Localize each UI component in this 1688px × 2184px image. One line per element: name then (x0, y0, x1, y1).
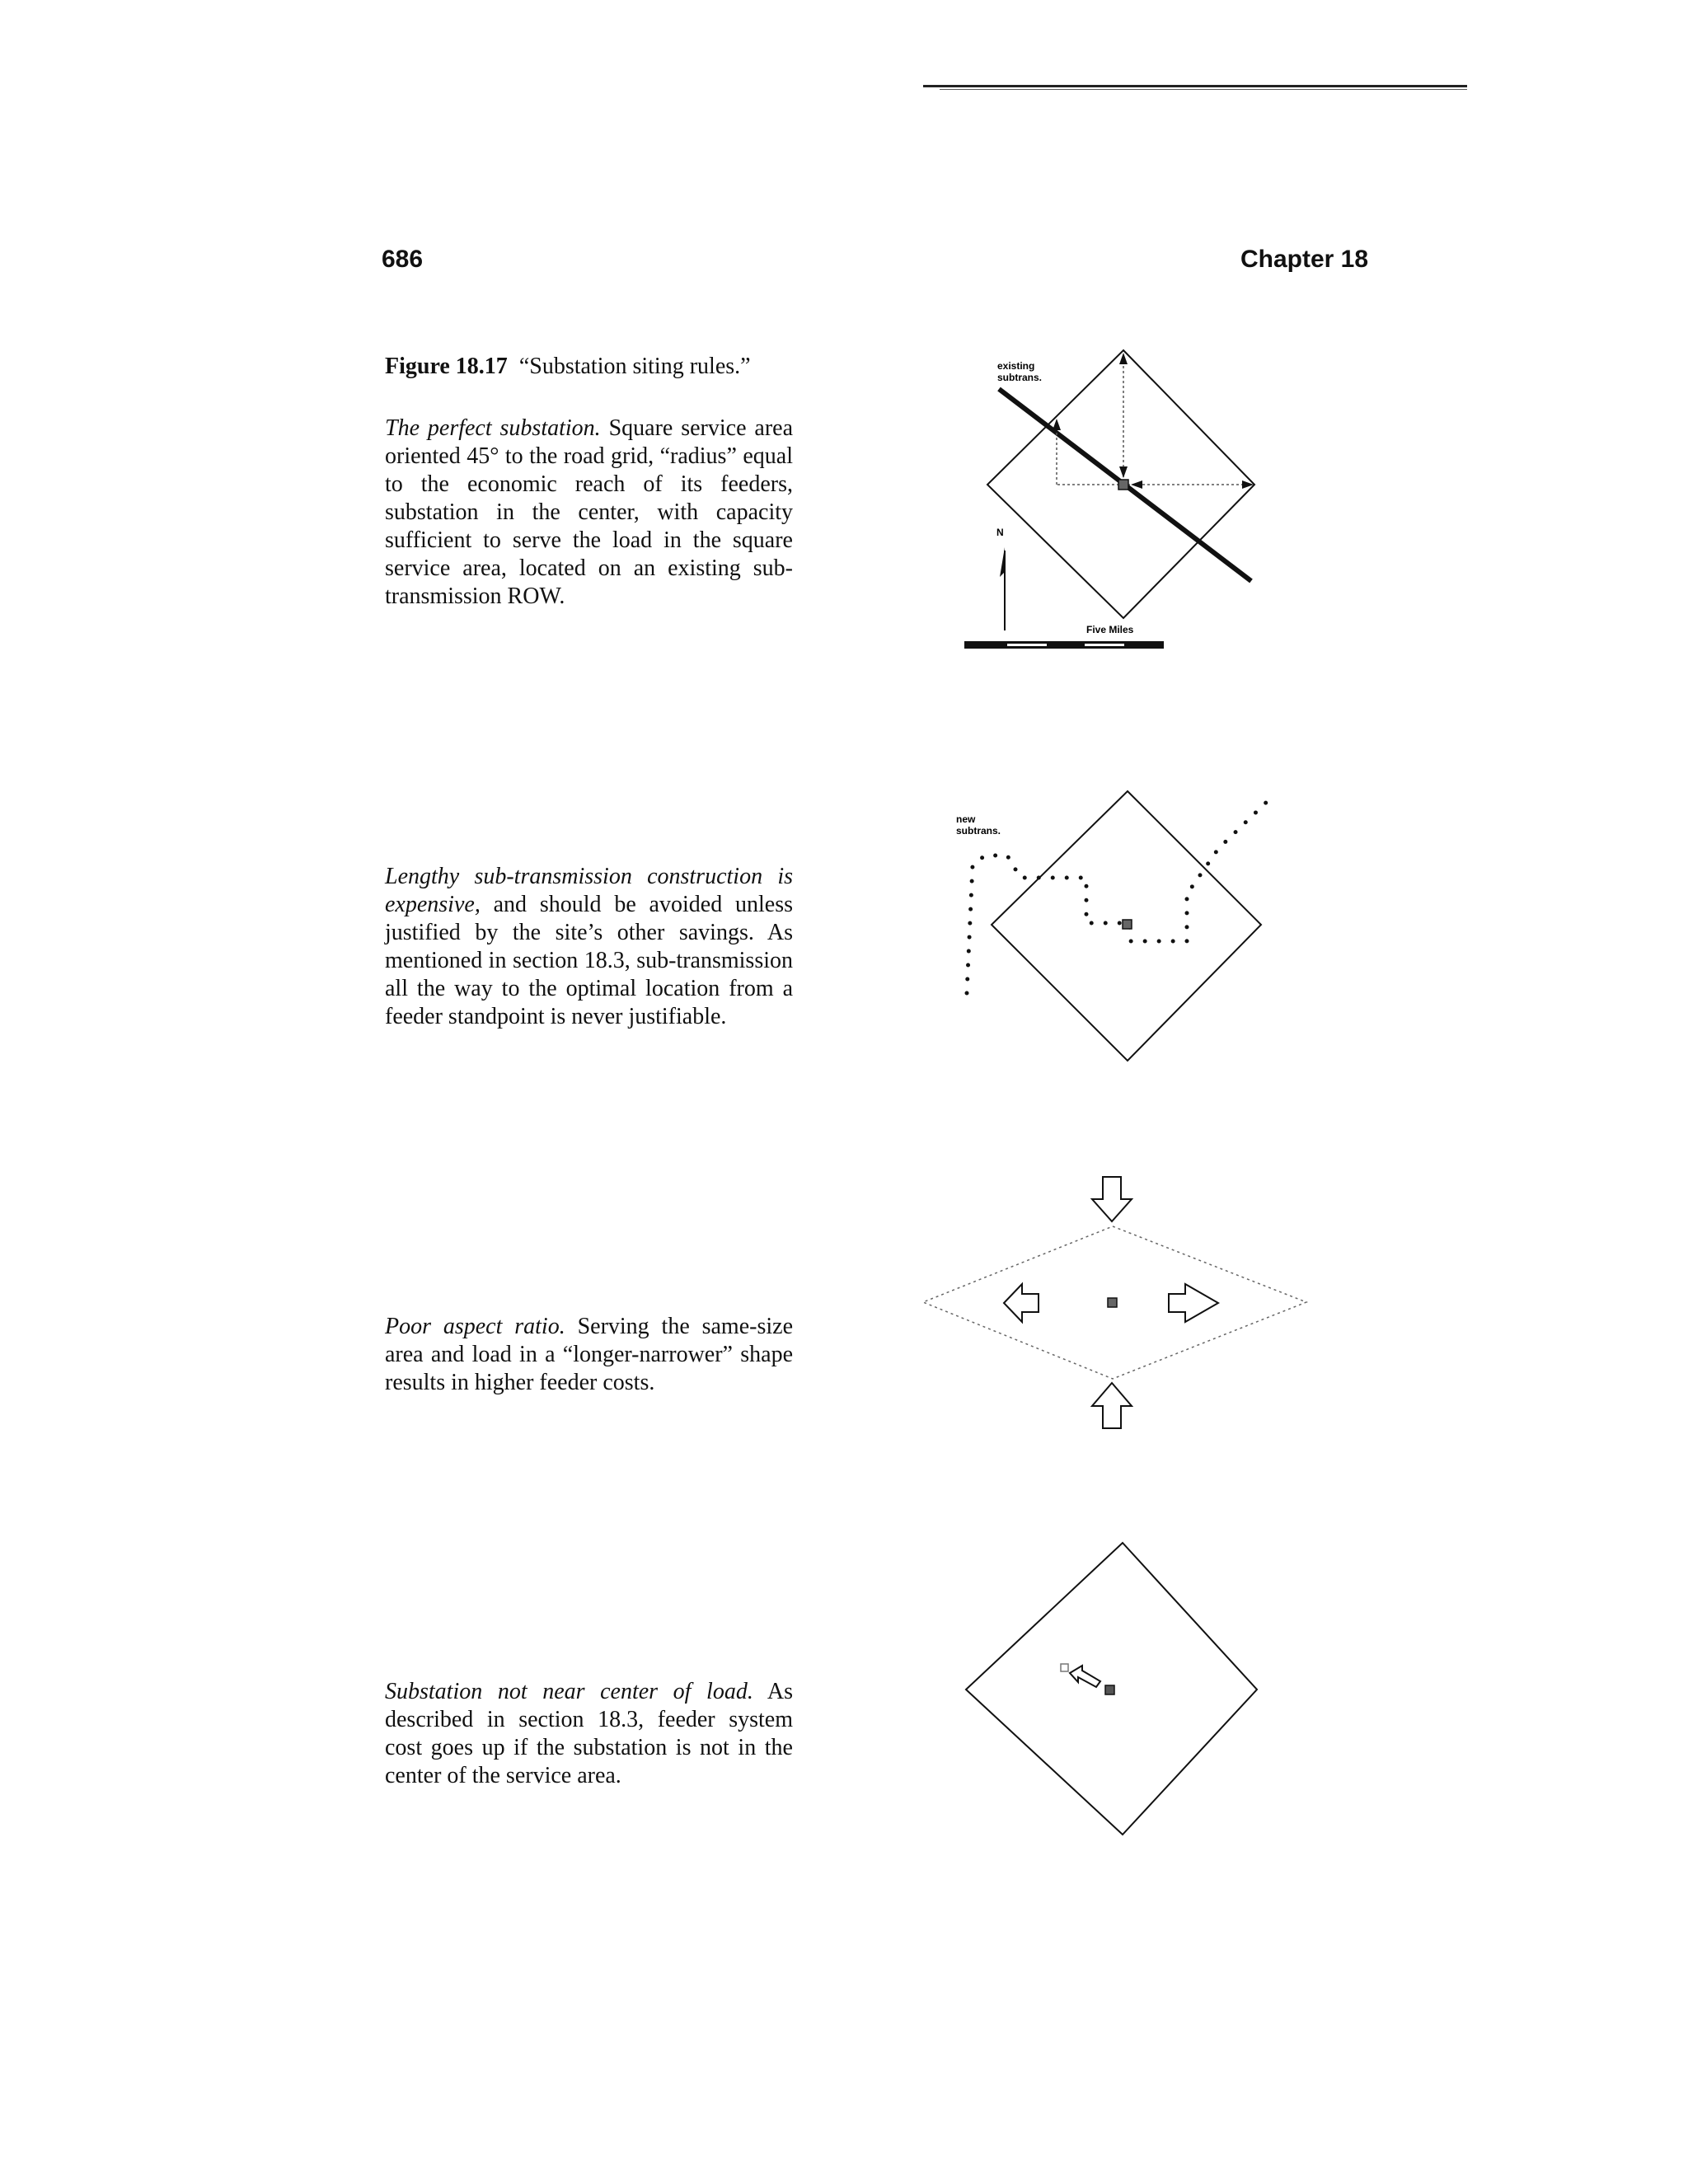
section-lead: Substation not near center of load. (385, 1679, 753, 1704)
page-number: 686 (382, 246, 424, 273)
arrowhead-center-left (1131, 480, 1142, 489)
figure-label: Figure 18.17 (385, 354, 508, 379)
scale-bar-gap-1 (1007, 644, 1047, 646)
scale-bar (964, 641, 1164, 649)
move-arrow-icon (1070, 1666, 1100, 1687)
scale-label: Five Miles (1086, 624, 1134, 635)
arrowhead-north (1119, 353, 1128, 364)
stretch-arrow-right-icon (1169, 1284, 1218, 1322)
section-not-near-center (385, 1678, 793, 1790)
header-rule (923, 85, 1467, 87)
figure-lengthy-subtransmission (948, 783, 1294, 1080)
arrowhead-center-down (1119, 466, 1128, 478)
new-subtrans-label-1: new (956, 813, 976, 825)
optimal-location-marker (1061, 1664, 1068, 1671)
figure-perfect-substation (956, 338, 1302, 668)
substation-marker (1105, 1685, 1114, 1694)
substation-marker (1108, 1298, 1117, 1307)
new-subtransmission-route (967, 798, 1271, 993)
figure-caption (385, 353, 793, 381)
section-lengthy-subtransmission (385, 863, 793, 1031)
section-perfect-substation (385, 415, 793, 611)
existing-subtrans-label-2: subtrans. (997, 372, 1043, 383)
section-poor-aspect-ratio (385, 1313, 793, 1397)
stretch-arrow-left-icon (1004, 1284, 1039, 1322)
section-lead: The perfect substation. (385, 415, 601, 441)
north-label: N (996, 527, 1004, 538)
figure-not-near-center (956, 1533, 1286, 1846)
substation-marker (1123, 920, 1132, 929)
scale-bar-gap-2 (1085, 644, 1124, 646)
existing-subtrans-label-1: existing (997, 360, 1035, 372)
figure-poor-aspect-ratio (907, 1170, 1319, 1451)
section-lead: Lengthy sub-transmission construction is expensive, (385, 864, 793, 917)
section-body: and should be avoided unless justified by the site’s other savings. As mentioned in section 18.3, sub-transmission all the way to the optimal location from a feeder standpoint is never justifiable. (385, 892, 793, 1029)
figure-title: “Substation siting rules.” (518, 354, 751, 379)
compress-arrow-top-icon (1092, 1177, 1132, 1221)
substation-marker (1118, 480, 1128, 490)
section-lead: Poor aspect ratio. (385, 1314, 565, 1339)
arrowhead-west-up (1053, 419, 1061, 430)
new-subtrans-label-2: subtrans. (956, 825, 1001, 837)
section-body: Square service area oriented 45° to the road grid, “radius” equal to the economic reach of its feeders, substation in the center, with capacity sufficient to serve the load in the square service area, located on an existing sub-transmission ROW. (385, 415, 793, 609)
header-rule-thin (940, 89, 1467, 90)
compress-arrow-bottom-icon (1092, 1383, 1132, 1428)
section-body: Serving the same-size area and load in a “longer-narrower” shape results in higher feeder costs. (385, 1314, 793, 1395)
section-body: As described in section 18.3, feeder system cost goes up if the substation is not in the center of the service area. (385, 1679, 793, 1788)
chapter-title: Chapter 18 (1240, 246, 1369, 273)
